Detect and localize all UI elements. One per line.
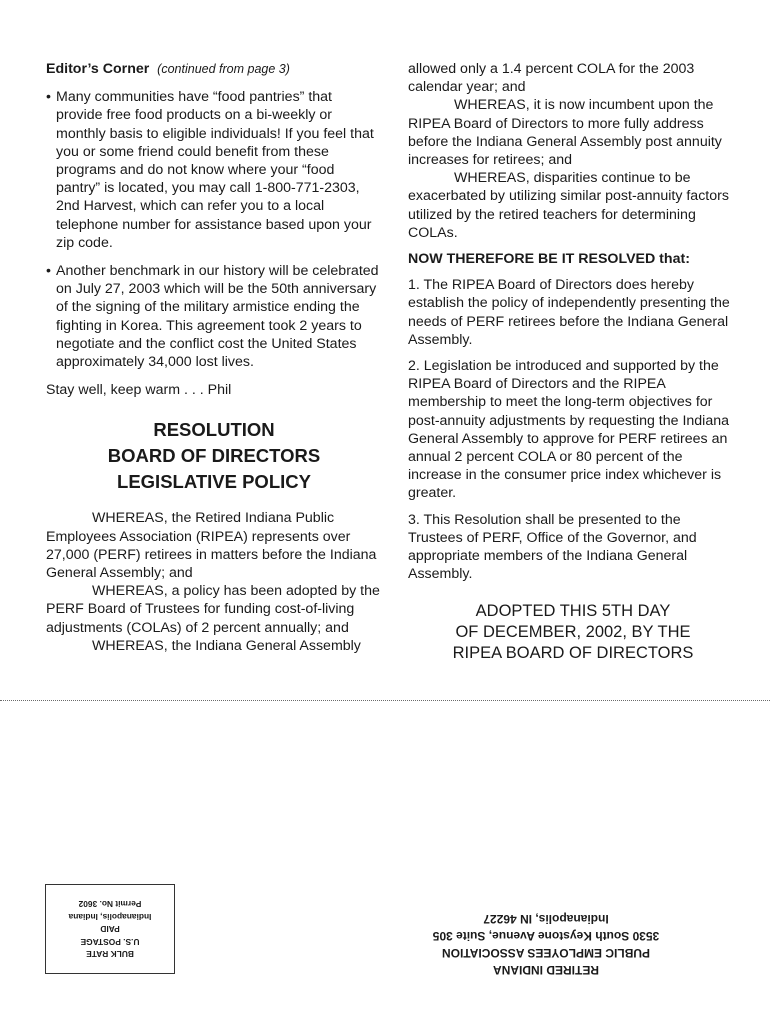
whereas-paragraph: WHEREAS, the Indiana General Assembly [92, 637, 361, 654]
fold-line [0, 700, 770, 701]
resolution-title-line: BOARD OF DIRECTORS [107, 445, 321, 467]
bullet-dot: • [46, 89, 51, 106]
permit-line: BULK RATE [86, 949, 134, 960]
bulk-rate-permit-box [45, 884, 175, 974]
whereas-paragraph: WHEREAS, disparities continue to be exacerbated by utilizing similar post-annuity factors utilized by the retired teachers for determining COLAs. [408, 170, 729, 241]
resolution-title-line: LEGISLATIVE POLICY [117, 471, 311, 493]
adopted-statement [408, 601, 738, 664]
address-line: Indianapolis, IN 46227 [483, 912, 609, 926]
return-address [430, 910, 662, 978]
right-column [408, 60, 738, 664]
adopted-line: OF DECEMBER, 2002, BY THE [455, 623, 691, 642]
address-line: PUBLIC EMPLOYEES ASSOCIATION [441, 946, 651, 960]
continued-text: allowed only a 1.4 percent COLA for the 2003 calendar year; and [408, 61, 695, 96]
permit-line: U.S. POSTAGE [80, 936, 140, 947]
bullet-food-pantries [46, 88, 382, 252]
whereas-paragraph: WHEREAS, it is now incumbent upon the RIPEA Board of Directors to more fully address before the Indiana General Assembly post annuity increases for retirees; and [408, 97, 722, 169]
permit-line: PAID [100, 924, 120, 935]
whereas-paragraph: WHEREAS, a policy has been adopted by the PERF Board of Trustees for funding cost-of-living adjustments (COLAs) of 2 percent annually; and [46, 583, 380, 636]
bullet-text: Many communities have “food pantries” that provide free food products on a bi-weekly or monthly basis to eligible individuals! If you feel that you or some friend could benefit from these programs and do not know where your “food pantry” is located, you may call 1-800-771-2303, 2nd Harvest, which can refer you to a local telephone number for assistance based upon your zip code. [56, 89, 374, 251]
continued-note: (continued from page 3) [157, 62, 290, 76]
address-line: 3530 South Keystone Avenue, Suite 305 [432, 929, 660, 943]
resolution-title [46, 417, 382, 495]
whereas-paragraph: WHEREAS, the Retired Indiana Public Employees Association (RIPEA) represents over 27,000 (PERF) retirees in matters before the Indiana General Assembly; and [46, 510, 377, 582]
bullet-text: Another benchmark in our history will be celebrated on July 27, 2003 which will be the 50th anniversary of the signing of the military armistice ending the fighting in Korea. This agreement took 2 years to negotiate and the conflict cost the United States approximately 34,000 lost lives. [56, 263, 379, 371]
editors-corner-heading [46, 60, 382, 78]
resolution-item: 1. The RIPEA Board of Directors does hereby establish the policy of independently presenting the needs of PERF retirees before the Indiana General Assembly. [408, 277, 730, 348]
bullet-korea-anniversary [46, 262, 382, 371]
bullet-dot: • [46, 263, 51, 280]
editors-corner-title: Editor’s Corner [46, 61, 150, 77]
resolved-heading: NOW THEREFORE BE IT RESOLVED that: [408, 251, 690, 268]
permit-line: Indianapolis, Indiana [68, 911, 152, 922]
left-column [46, 60, 382, 655]
address-line: RETIRED INDIANA [493, 963, 600, 977]
signoff: Stay well, keep warm . . . Phil [46, 382, 232, 399]
adopted-line: ADOPTED THIS 5TH DAY [475, 602, 671, 621]
permit-line: Permit No. 3602 [78, 899, 142, 910]
resolution-title-line: RESOLUTION [153, 419, 275, 441]
adopted-line: RIPEA BOARD OF DIRECTORS [452, 644, 694, 663]
resolution-item: 2. Legislation be introduced and supported by the RIPEA Board of Directors and the RIPEA membership to meet the long-term objectives for post-annuity adjustments by requesting the Indiana General Assembly to approve for PERF retirees an annual 2 percent COLA or 80 percent of the increase in the consumer price index whichever is greater. [408, 358, 729, 502]
resolution-item: 3. This Resolution shall be presented to the Trustees of PERF, Office of the Governor, and appropriate members of the Indiana General Assembly. [408, 511, 697, 583]
